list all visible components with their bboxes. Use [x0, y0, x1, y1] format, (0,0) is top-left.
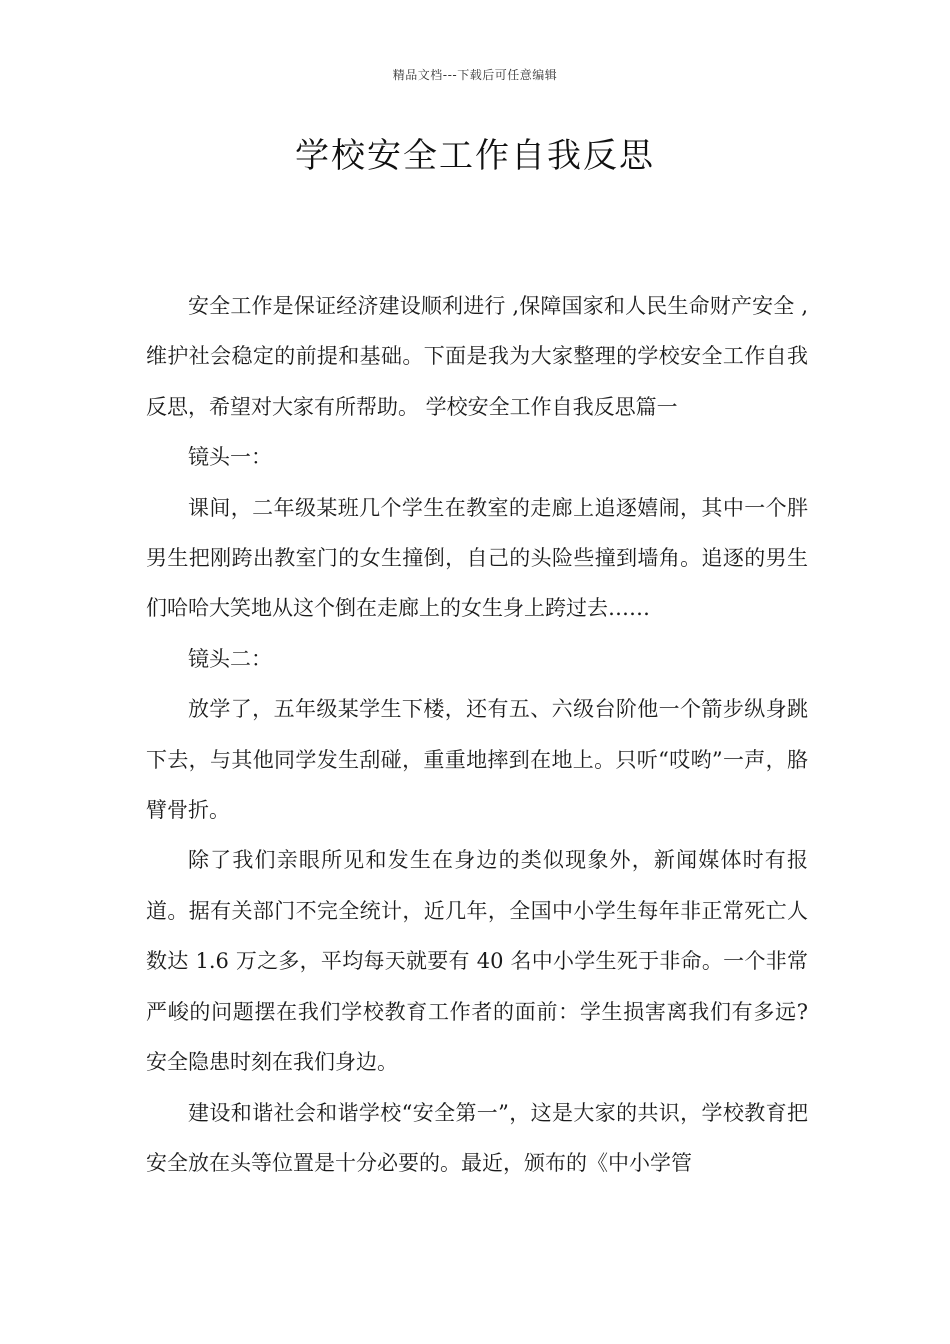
document-title: 学校安全工作自我反思 — [295, 136, 655, 176]
paragraph-statistics: 除了我们亲眼所见和发生在身边的类似现象外，新闻媒体时有报道。据有关部门不完全统计，近几年，全国中小学生每年非正常死亡人数达 1.6 万之多，平均每天就要有 40 名中小学生死于非命。一个非常严峻的问题摆在我们学校教育工作者的面前：学生损害离我们有多远?安全隐患时刻在我们身边。 — [146, 848, 808, 1075]
paragraph-scene-two-heading: 镜头二： — [188, 646, 272, 671]
paragraph-scene-one: 课间，二年级某班几个学生在教室的走廊上追逐嬉闹，其中一个胖男生把刚跨出教室门的女生撞倒，自己的头险些撞到墙角。追逐的男生们哈哈大笑地从这个倒在走廊上的女生身上跨过去…… — [146, 495, 808, 621]
paragraph-scene-two: 放学了，五年级某学生下楼，还有五、六级台阶他一个箭步纵身跳下去，与其他同学发生刮碰，重重地摔到在地上。只听“哎哟”一声，胳臂骨折。 — [146, 697, 808, 823]
paragraph-safety-first: 建设和谐社会和谐学校“安全第一”，这是大家的共识，学校教育把安全放在头等位置是十分必要的。最近，颁布的《中小学管 — [146, 1100, 808, 1175]
paragraph-scene-one-heading: 镜头一： — [188, 445, 272, 470]
paragraph-intro: 安全工作是保证经济建设顺利进行 ,保障国家和人民生命财产安全 ,维护社会稳定的前提和基础。下面是我为大家整理的学校安全工作自我反思，希望对大家有所帮助。 学校安全工作自我反思篇一 — [146, 294, 808, 419]
document-body — [146, 281, 808, 1188]
header-note: 精品文档---下载后可任意编辑 — [392, 68, 558, 82]
